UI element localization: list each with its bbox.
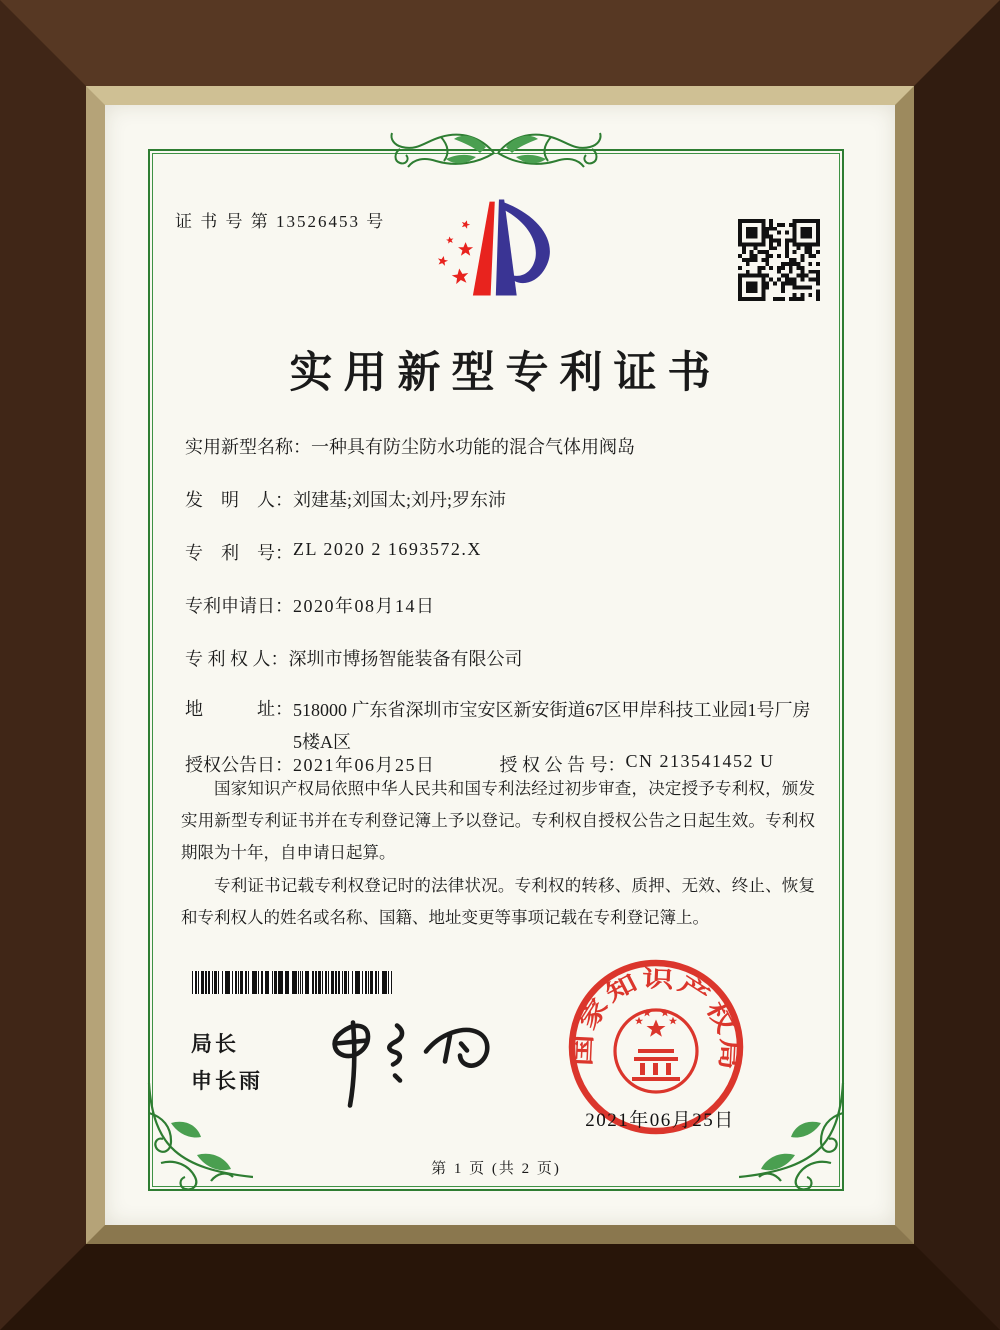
officer-block [191,1027,263,1101]
field-inventors [185,486,506,512]
top-scroll-ornament-icon [346,123,646,183]
seal-date: 2021年06月25日 [585,1110,735,1131]
field-value: 深圳市博扬智能装备有限公司 [288,649,523,669]
officer-title: 局长 [191,1033,239,1056]
field-label: 专利申请日： [185,596,293,616]
legal-text [181,773,815,934]
field-label: 专 利 号： [185,543,293,563]
certificate-number: 证 书 号 第 13526453 号 [175,212,386,231]
field-filing-date [185,592,436,618]
field-label: 实用新型名称： [185,437,311,457]
legal-paragraph-1: 国家知识产权局依照中华人民共和国专利法经过初步审查，决定授予专利权，颁发实用新型专利证书并在专利登记簿上予以登记。专利权自授权公告之日起生效。专利权期限为十年，自申请日起算。 [181,779,815,863]
field-value: CN 213541452 U [625,751,775,771]
field-label: 发 明 人： [185,490,293,510]
barcode [192,971,392,994]
qr-code [738,219,820,301]
field-value: 刘建基;刘国太;刘丹;罗东沛 [293,490,507,510]
field-label: 授权公告日： [185,755,293,775]
director-signature-icon [300,993,520,1118]
field-label: 授 权 公 告 号： [499,755,626,775]
page-footer: 第 1 页 (共 2 页) [431,1161,561,1177]
certificate-title: 实用新型专利证书 [289,350,722,397]
corner-flourish-icon [739,1083,851,1195]
field-value: 518000 广东省深圳市宝安区新安街道67区甲岸科技工业园1号厂房5楼A区 [293,700,811,752]
seal-text: 国家知识产权局 [570,966,742,1067]
field-patent-number [185,539,482,565]
field-value: 2020年08月14日 [293,596,436,616]
cnipa-logo-icon [427,191,573,327]
field-value: 一种具有防尘防水功能的混合气体用阀岛 [311,437,635,457]
officer-name: 申长雨 [191,1069,263,1093]
field-patentee [185,645,523,671]
field-label: 地 址： [185,699,293,719]
field-label: 专 利 权 人： [185,649,289,669]
field-value: 2021年06月25日 [293,755,436,775]
national-emblem-icon [615,1009,697,1092]
field-value: ZL 2020 2 1693572.X [293,539,482,559]
field-address [185,695,811,758]
legal-paragraph-2: 专利证书记载专利权登记时的法律状况。专利权的转移、质押、无效、终止、恢复和专利权人的姓名或名称、国籍、地址变更等事项记载在专利登记簿上。 [181,875,815,927]
gold-trim [86,86,914,1244]
field-utility-model-name [185,433,635,459]
certificate-paper [105,105,895,1225]
